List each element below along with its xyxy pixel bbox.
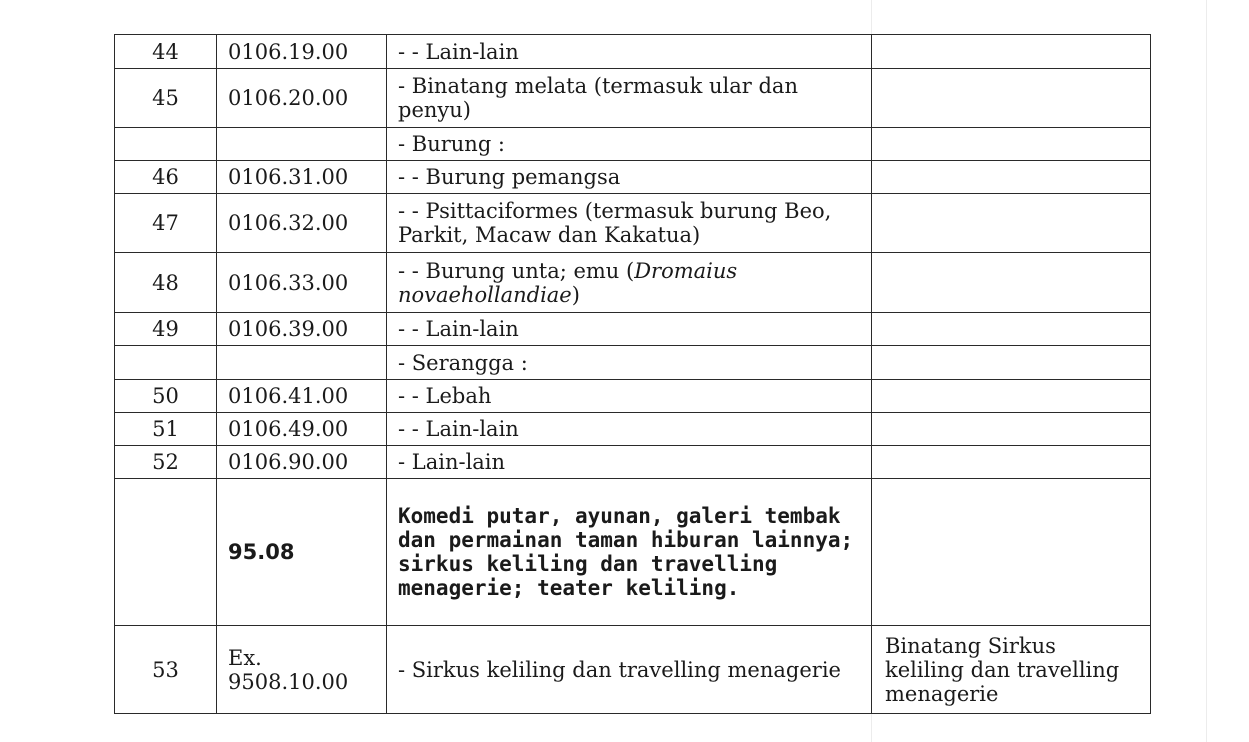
hs-code bbox=[217, 128, 387, 161]
description: - - Lebah bbox=[387, 380, 872, 413]
note bbox=[872, 161, 1151, 194]
description: - - Lain-lain bbox=[387, 35, 872, 69]
table-row bbox=[115, 346, 1151, 380]
table-row bbox=[115, 626, 1151, 714]
hs-code: 0106.31.00 bbox=[217, 161, 387, 194]
table-row bbox=[115, 413, 1151, 446]
hs-heading-code: 95.08 bbox=[217, 479, 387, 626]
description-text: - - Burung unta; emu ( bbox=[398, 258, 635, 283]
row-number: 47 bbox=[115, 194, 217, 253]
row-number: 44 bbox=[115, 35, 217, 69]
table-row bbox=[115, 128, 1151, 161]
page-edge-line-right bbox=[1206, 0, 1207, 742]
note bbox=[872, 35, 1151, 69]
description: - - Psittaciformes (termasuk burung Beo, Parkit, Macaw dan Kakatua) bbox=[387, 194, 872, 253]
tariff-table bbox=[114, 34, 1151, 714]
description: - Serangga : bbox=[387, 346, 872, 380]
description: - - Lain-lain bbox=[387, 413, 872, 446]
row-number: 48 bbox=[115, 253, 217, 313]
hs-code: 0106.33.00 bbox=[217, 253, 387, 313]
row-number: 46 bbox=[115, 161, 217, 194]
description bbox=[387, 253, 872, 313]
note bbox=[872, 446, 1151, 479]
hs-code: 0106.32.00 bbox=[217, 194, 387, 253]
table-row bbox=[115, 380, 1151, 413]
note bbox=[872, 346, 1151, 380]
scientific-name: Dromaius novaehollandiae bbox=[398, 258, 738, 307]
heading-description: Komedi putar, ayunan, galeri tembak dan permainan taman hiburan lainnya; sirkus keliling dan travelling menagerie; teater keliling. bbox=[387, 479, 872, 626]
note bbox=[872, 253, 1151, 313]
description: - Binatang melata (termasuk ular dan penyu) bbox=[387, 69, 872, 128]
table-row bbox=[115, 253, 1151, 313]
row-number: 52 bbox=[115, 446, 217, 479]
note bbox=[872, 380, 1151, 413]
hs-code bbox=[217, 346, 387, 380]
hs-code: 0106.41.00 bbox=[217, 380, 387, 413]
table-row bbox=[115, 69, 1151, 128]
description: - - Burung pemangsa bbox=[387, 161, 872, 194]
hs-code: 0106.90.00 bbox=[217, 446, 387, 479]
row-number: 45 bbox=[115, 69, 217, 128]
description: - Burung : bbox=[387, 128, 872, 161]
note bbox=[872, 313, 1151, 346]
note bbox=[872, 479, 1151, 626]
description: - Sirkus keliling dan travelling menagerie bbox=[387, 626, 872, 714]
note: Binatang Sirkus keliling dan travelling menagerie bbox=[872, 626, 1151, 714]
table-row bbox=[115, 35, 1151, 69]
row-number bbox=[115, 128, 217, 161]
description: - - Lain-lain bbox=[387, 313, 872, 346]
row-number: 49 bbox=[115, 313, 217, 346]
table-row bbox=[115, 161, 1151, 194]
table-row bbox=[115, 194, 1151, 253]
note bbox=[872, 69, 1151, 128]
note bbox=[872, 194, 1151, 253]
table-row bbox=[115, 446, 1151, 479]
table-row bbox=[115, 313, 1151, 346]
row-number: 50 bbox=[115, 380, 217, 413]
hs-code: 0106.20.00 bbox=[217, 69, 387, 128]
description: - Lain-lain bbox=[387, 446, 872, 479]
description-suffix: ) bbox=[571, 282, 580, 307]
row-number bbox=[115, 479, 217, 626]
row-number bbox=[115, 346, 217, 380]
row-number: 51 bbox=[115, 413, 217, 446]
row-number: 53 bbox=[115, 626, 217, 714]
note bbox=[872, 413, 1151, 446]
table-row-heading bbox=[115, 479, 1151, 626]
note bbox=[872, 128, 1151, 161]
hs-code: 0106.49.00 bbox=[217, 413, 387, 446]
hs-code: 0106.39.00 bbox=[217, 313, 387, 346]
hs-code: Ex. 9508.10.00 bbox=[217, 626, 387, 714]
hs-code: 0106.19.00 bbox=[217, 35, 387, 69]
